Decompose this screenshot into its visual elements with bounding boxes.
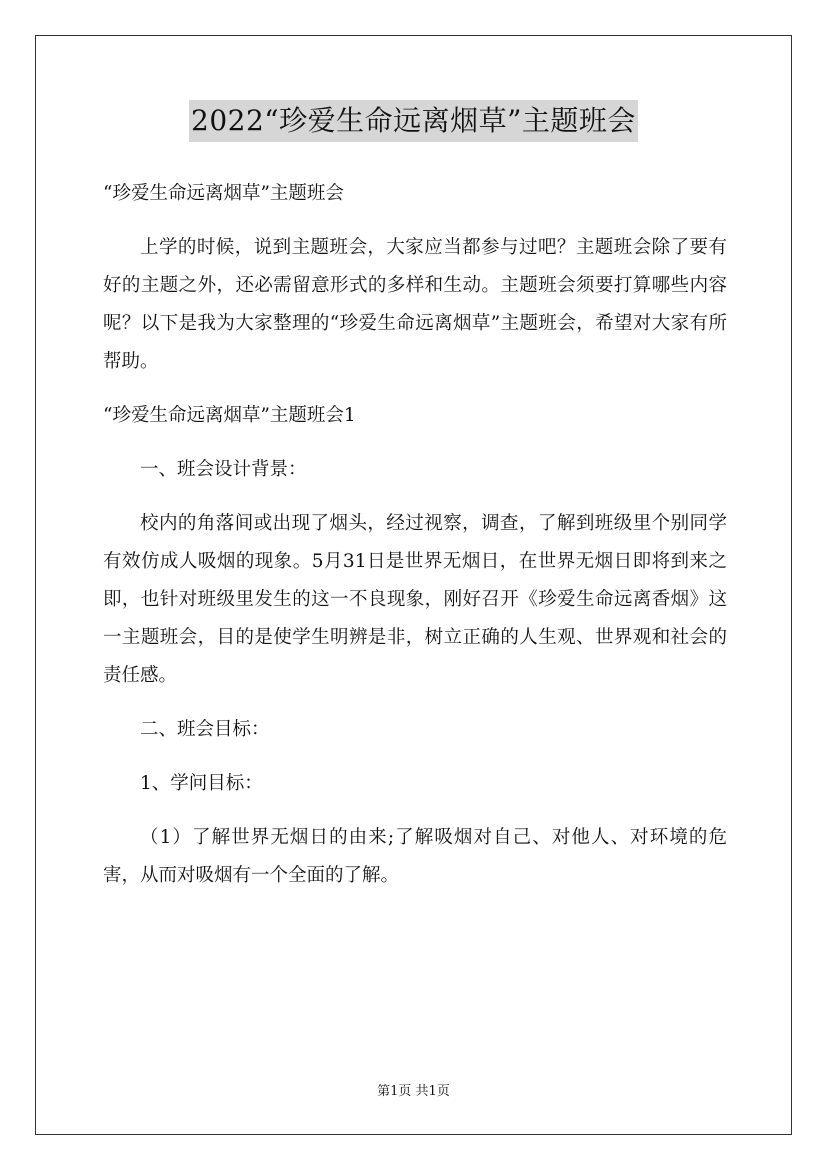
- background-paragraph: 校内的角落间或出现了烟头，经过视察，调查，了解到班级里个别同学有效仿成人吸烟的现象。5月31日是世界无烟日，在世界无烟日即将到来之即，也针对班级里发生的这一不良现象，刚好召开《珍爱生命远离香烟》这一主题班会，目的是使学生明辨是非，树立正确的人生观、世界观和社会的责任感。: [103, 513, 727, 686]
- knowledge-goal-heading: 1、学问目标：: [140, 773, 263, 794]
- page-footer: 第1页 共1页: [377, 1084, 450, 1099]
- subtitle-paragraph: “珍爱生命远离烟草”主题班会: [103, 183, 344, 204]
- intro-paragraph: 上学的时候，说到主题班会，大家应当都参与过吧？主题班会除了要有好的主题之外，还必需留意形式的多样和生动。主题班会须要打算哪些内容呢？以下是我为大家整理的“珍爱生命远离烟草”主题班会，希望对大家有所帮助。: [103, 237, 727, 372]
- section-heading-1: “珍爱生命远离烟草”主题班会1: [103, 405, 356, 426]
- document-body: [103, 175, 727, 911]
- background-heading: 一、班会设计背景：: [140, 459, 307, 480]
- title-container: [0, 100, 827, 142]
- document-title: 2022“珍爱生命远离烟草”主题班会: [189, 100, 638, 142]
- goals-heading: 二、班会目标：: [140, 719, 270, 740]
- goal-item-1: （1）了解世界无烟日的由来;了解吸烟对自己、对他人、对环境的危害，从而对吸烟有一个全面的了解。: [103, 827, 727, 886]
